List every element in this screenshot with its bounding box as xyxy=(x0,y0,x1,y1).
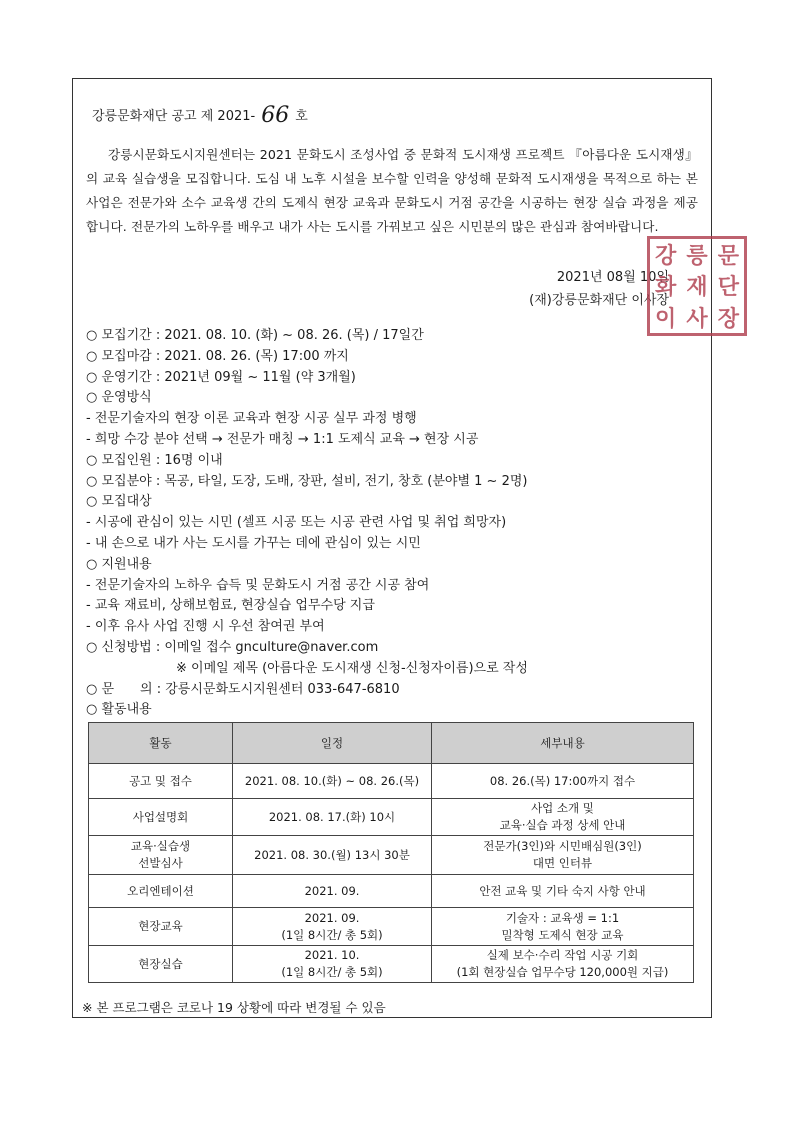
info-support-detail: - 교육 재료비, 상해보험료, 현장실습 업무수당 지급 xyxy=(86,598,375,614)
notice-number-handwritten: 66 xyxy=(261,103,290,128)
cell-detail: 안전 교육 및 기타 숙지 사항 안내 xyxy=(432,875,694,908)
footnote: ※ 본 프로그램은 코로나 19 상황에 따라 변경될 수 있음 xyxy=(82,1000,386,1015)
info-method-detail: - 전문기술자의 현장 이론 교육과 현장 시공 실무 과정 병행 xyxy=(86,411,417,427)
notice-prefix: 강릉문화재단 공고 제 2021- xyxy=(92,109,256,124)
cell-detail: 08. 26.(목) 17:00까지 접수 xyxy=(432,764,694,799)
notice-suffix: 호 xyxy=(295,109,308,124)
issuer-name: (재)강릉문화재단 이사장 xyxy=(529,293,669,308)
cell-activity: 공고 및 접수 xyxy=(89,764,233,799)
recruitment-info-list xyxy=(86,326,706,721)
seal-char: 이 xyxy=(655,305,677,332)
info-support-detail: - 전문기술자의 노하우 습득 및 문화도시 거점 공간 시공 참여 xyxy=(86,577,430,593)
intro-paragraph: 강릉시문화도시지원센터는 2021 문화도시 조성사업 중 문화적 도시재생 프로젝트 『아름다운 도시재생』의 교육 실습생을 모집합니다. 도심 내 노후 시설을 보수할 인력을 양성해 문화적 도시재생을 목적으로 하는 본 사업은 전문가와 소수 교육생 간의 도제식 현장 교육과 문화도시 거점 공간을 시공하는 현장 실습 과정을 제공합니다. 전문가의 노하우를 배우고 내가 사는 도시를 가꿔보고 싶은 시민분의 많은 관심과 참여바랍니다. xyxy=(86,147,698,234)
cell-activity: 현장실습 xyxy=(89,946,233,983)
cell-detail: 기술자 : 교육생 = 1:1 밀착형 도제식 현장 교육 xyxy=(432,908,694,946)
table-row xyxy=(89,908,694,946)
seal-char: 단 xyxy=(717,274,739,301)
info-contact: ○ 문 의 : 강릉시문화도시지원센터 033-647-6810 xyxy=(86,681,400,697)
info-headcount: ○ 모집인원 : 16명 이내 xyxy=(86,452,223,468)
cell-detail: 실제 보수·수리 작업 시공 기회 (1회 현장실습 업무수당 120,000원 지급) xyxy=(432,946,694,983)
table-row xyxy=(89,799,694,836)
info-support-detail: - 이후 유사 사업 진행 시 우선 참여권 부여 xyxy=(86,619,325,635)
info-method-detail: - 희망 수강 분야 선택 → 전문가 매칭 → 1:1 도제식 교육 → 현장 시공 xyxy=(86,431,479,447)
seal-char: 재 xyxy=(686,274,708,301)
info-support: ○ 지원내용 xyxy=(86,556,152,572)
table-row xyxy=(89,946,694,983)
column-header-activity: 활동 xyxy=(89,723,233,764)
table-row xyxy=(89,836,694,875)
info-fields: ○ 모집분야 : 목공, 타일, 도장, 도배, 장판, 설비, 전기, 창호 (분야별 1 ~ 2명) xyxy=(86,473,528,489)
cell-schedule: 2021. 09. xyxy=(233,875,432,908)
cell-activity: 오리엔테이션 xyxy=(89,875,233,908)
cell-detail: 사업 소개 및 교육·실습 과정 상세 안내 xyxy=(432,799,694,836)
table-row xyxy=(89,764,694,799)
cell-activity: 현장교육 xyxy=(89,908,233,946)
info-target-detail: - 내 손으로 내가 사는 도시를 가꾸는 데에 관심이 있는 시민 xyxy=(86,535,421,551)
info-operation-method: ○ 운영방식 xyxy=(86,390,152,406)
issue-date: 2021년 08월 10일 xyxy=(556,270,669,285)
table-row xyxy=(89,875,694,908)
cell-schedule: 2021. 08. 17.(화) 10시 xyxy=(233,799,432,836)
info-recruit-period: ○ 모집기간 : 2021. 08. 10. (화) ~ 08. 26. (목) / 17일간 xyxy=(86,328,424,343)
seal-char: 문 xyxy=(717,243,739,270)
info-apply-method: ○ 신청방법 : 이메일 접수 gnculture@naver.com xyxy=(86,639,379,655)
seal-char: 장 xyxy=(717,305,739,332)
cell-activity: 교육·실습생 선발심사 xyxy=(89,836,233,875)
info-target-detail: - 시공에 관심이 있는 시민 (셀프 시공 또는 시공 관련 사업 및 취업 희망자) xyxy=(86,515,507,531)
info-email-subject-note: ※ 이메일 제목 (아름다운 도시재생 신청-신청자이름)으로 작성 xyxy=(176,660,528,676)
info-operation-period: ○ 운영기간 : 2021년 09월 ~ 11월 (약 3개월) xyxy=(86,369,356,385)
cell-schedule: 2021. 09. (1일 8시간/ 총 5회) xyxy=(233,908,432,946)
cell-schedule: 2021. 10. (1일 8시간/ 총 5회) xyxy=(233,946,432,983)
seal-char: 사 xyxy=(686,305,708,332)
table-header-row xyxy=(89,723,694,764)
seal-char: 릉 xyxy=(686,243,708,270)
cell-schedule: 2021. 08. 10.(화) ~ 08. 26.(목) xyxy=(233,764,432,799)
official-seal-stamp xyxy=(647,236,747,336)
cell-schedule: 2021. 08. 30.(월) 13시 30분 xyxy=(233,836,432,875)
cell-activity: 사업설명회 xyxy=(89,799,233,836)
info-deadline: ○ 모집마감 : 2021. 08. 26. (목) 17:00 까지 xyxy=(86,348,349,364)
activity-schedule-table xyxy=(88,722,694,983)
seal-char: 강 xyxy=(655,243,677,270)
cell-detail: 전문가(3인)와 시민배심원(3인) 대면 인터뷰 xyxy=(432,836,694,875)
info-activities-heading: ○ 활동내용 xyxy=(86,702,152,718)
seal-char: 화 xyxy=(655,274,677,301)
info-target: ○ 모집대상 xyxy=(86,494,152,510)
column-header-detail: 세부내용 xyxy=(432,723,694,764)
column-header-schedule: 일정 xyxy=(233,723,432,764)
notice-number-line xyxy=(92,101,308,126)
